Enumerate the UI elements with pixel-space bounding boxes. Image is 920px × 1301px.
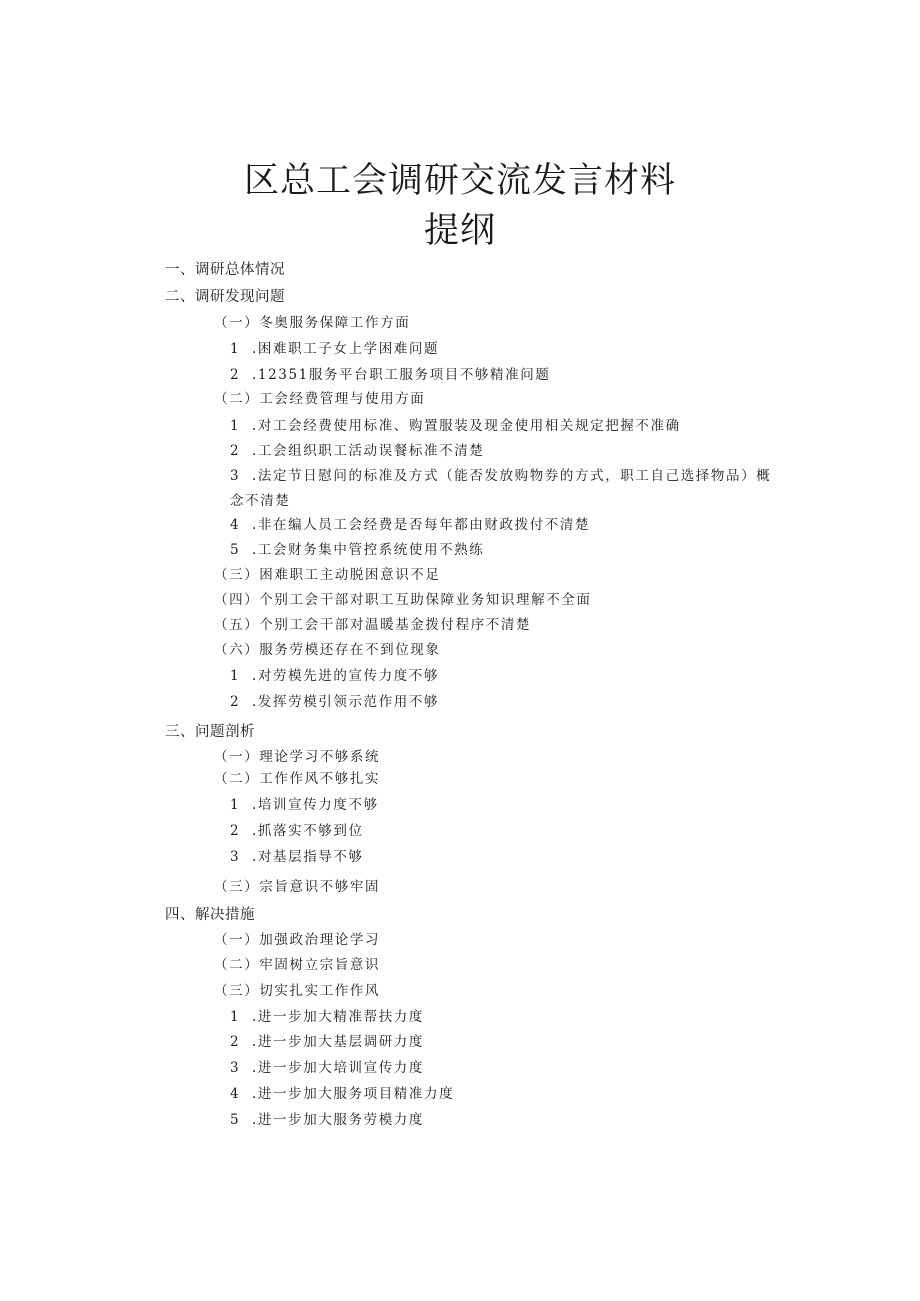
list-item-text: .进一步加大精准帮扶力度 [252, 1009, 424, 1025]
list-item-number: 5 [230, 1112, 241, 1128]
section-heading: 一、调研总体情况 [165, 262, 285, 278]
list-item [230, 366, 550, 384]
list-item [230, 442, 484, 460]
subsection-heading: （四）个别工会干部对职工互助保障业务知识理解不全面 [214, 592, 592, 608]
list-item-number: 2 [230, 443, 241, 459]
subsection-heading: （二）牢固树立宗旨意识 [214, 957, 381, 973]
document-subtitle: 提纲 [423, 211, 496, 251]
list-item [230, 467, 771, 485]
subsection-heading: （五）个别工会干部对温暖基金拨付程序不清楚 [214, 617, 532, 633]
list-item [230, 1008, 424, 1026]
list-item-number: 3 [230, 468, 241, 484]
subsection-heading: （三）切实扎实工作作风 [214, 983, 381, 999]
section-heading: 二、调研发现问题 [165, 289, 285, 305]
subsection-heading: （一）理论学习不够系统 [214, 749, 381, 765]
list-item-text: .进一步加大服务劳模力度 [252, 1112, 424, 1128]
list-item [230, 667, 439, 685]
list-item-number: 1 [230, 668, 241, 684]
list-item [230, 1059, 424, 1077]
list-item-number: 1 [230, 1009, 241, 1025]
list-item [230, 848, 364, 866]
list-item-number: 4 [230, 1086, 241, 1102]
list-item [230, 693, 439, 711]
list-item [230, 1085, 454, 1103]
list-item-number: 4 [230, 517, 241, 533]
list-item-number: 1 [230, 418, 241, 434]
subsection-heading: （二）工作作风不够扎实 [214, 771, 381, 787]
list-item-text: .抓落实不够到位 [252, 823, 364, 839]
list-item-text: .困难职工子女上学困难问题 [252, 341, 440, 357]
list-item-number: 2 [230, 367, 241, 383]
list-item-continuation: 念不清楚 [230, 493, 291, 509]
list-item-number: 2 [230, 823, 241, 839]
list-item-text: .培训宣传力度不够 [252, 797, 379, 813]
list-item-text: .工会财务集中管控系统使用不熟练 [252, 542, 485, 558]
section-heading: 四、解决措施 [165, 907, 255, 923]
list-item-number: 1 [230, 341, 241, 357]
list-item-text: .工会组织职工活动误餐标准不清楚 [252, 443, 485, 459]
list-item-number: 3 [230, 849, 241, 865]
list-item [230, 796, 379, 814]
subsection-heading: （二）工会经费管理与使用方面 [214, 391, 426, 407]
list-item-text: .进一步加大基层调研力度 [252, 1034, 424, 1050]
list-item [230, 340, 439, 358]
list-item-number: 2 [230, 694, 241, 710]
list-item-text: .非在编人员工会经费是否每年都由财政拨付不清楚 [252, 517, 591, 533]
list-item [230, 1033, 424, 1051]
document-title: 区总工会调研交流发言材料 [243, 161, 676, 201]
list-item-number: 1 [230, 797, 241, 813]
list-item [230, 516, 590, 534]
list-item-text: .12351服务平台职工服务项目不够精准问题 [252, 367, 551, 383]
list-item [230, 417, 681, 435]
subsection-heading: （六）服务劳模还存在不到位现象 [214, 642, 441, 658]
list-item-text: .进一步加大培训宣传力度 [252, 1060, 424, 1076]
subsection-heading: （一）加强政治理论学习 [214, 932, 381, 948]
list-item [230, 1111, 424, 1129]
list-item-number: 5 [230, 542, 241, 558]
list-item-text: .发挥劳模引领示范作用不够 [252, 694, 440, 710]
list-item-text: .法定节日慰问的标准及方式（能否发放购物券的方式，职工自己选择物品）概 [252, 468, 772, 484]
list-item-number: 3 [230, 1060, 241, 1076]
list-item-text: .对劳模先进的宣传力度不够 [252, 668, 440, 684]
subsection-heading: （三）宗旨意识不够牢固 [214, 879, 381, 895]
list-item [230, 541, 484, 559]
subsection-heading: （三）困难职工主动脱困意识不足 [214, 567, 441, 583]
list-item-number: 2 [230, 1034, 241, 1050]
subsection-heading: （一）冬奥服务保障工作方面 [214, 315, 411, 331]
list-item-text: .对基层指导不够 [252, 849, 364, 865]
list-item-text: .进一步加大服务项目精准力度 [252, 1086, 455, 1102]
section-heading: 三、问题剖析 [165, 724, 255, 740]
list-item [230, 822, 364, 840]
list-item-text: .对工会经费使用标准、购置服装及现金使用相关规定把握不准确 [252, 418, 681, 434]
